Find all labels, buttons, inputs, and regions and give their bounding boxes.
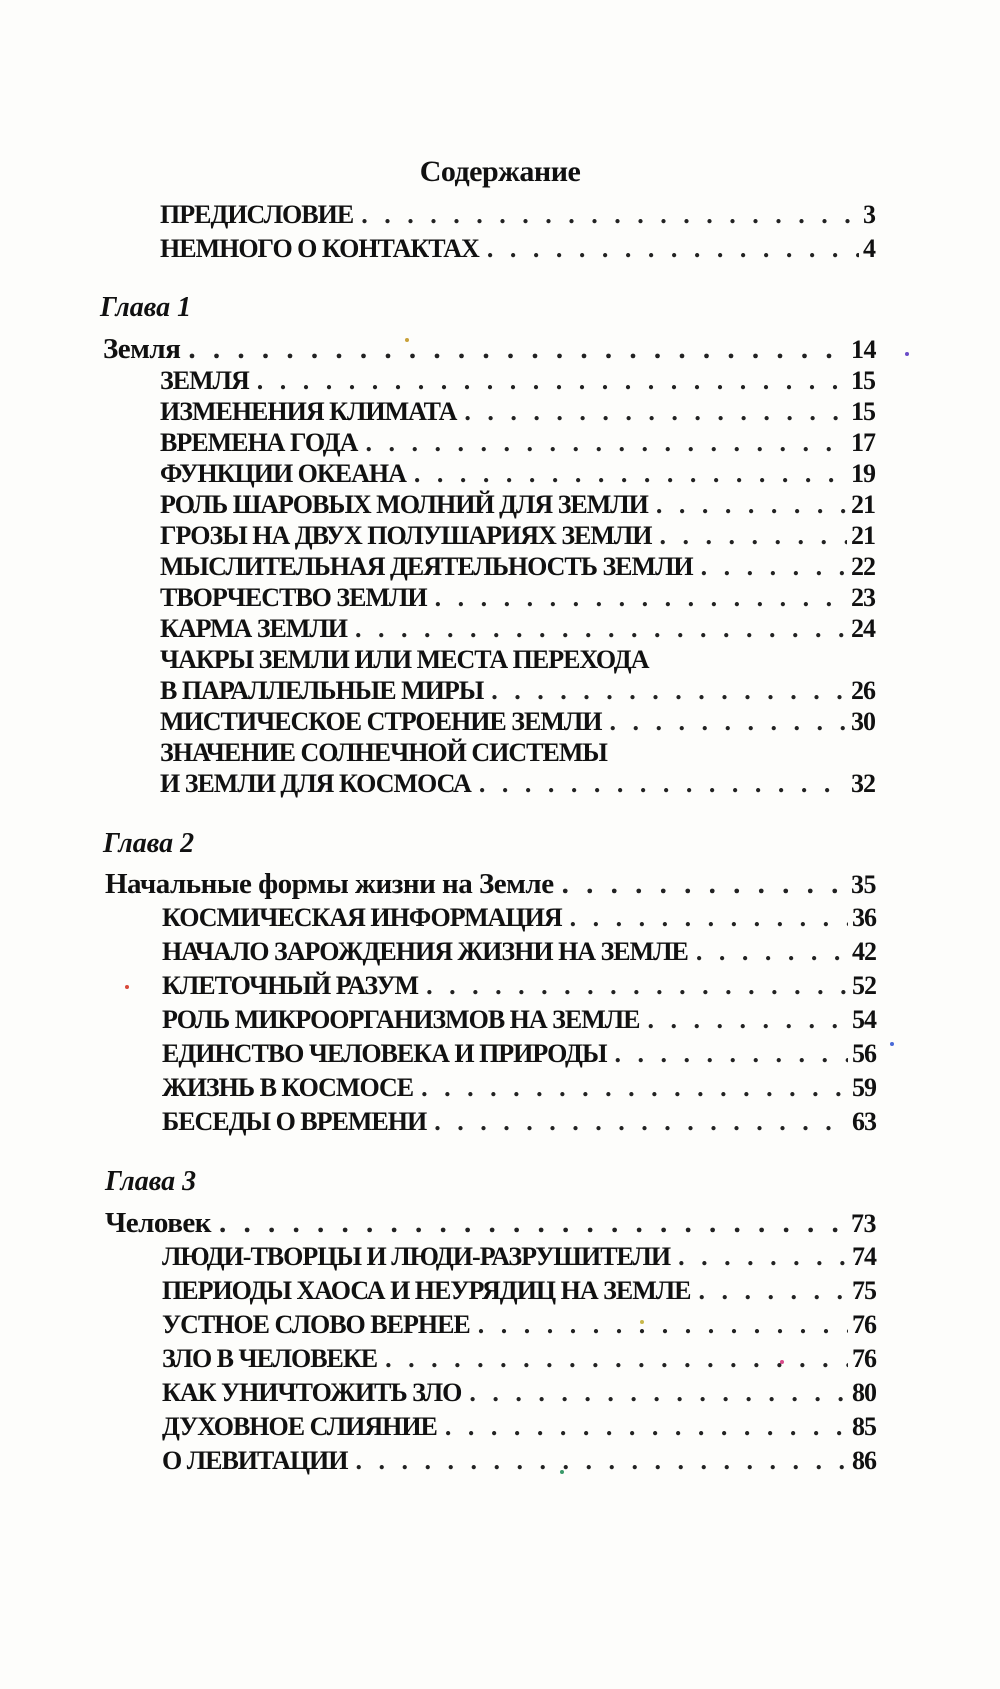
leader-dots	[696, 937, 848, 967]
toc-page-number: 63	[852, 1107, 876, 1136]
toc-entry-label: ТВОРЧЕСТВО ЗЕМЛИ	[160, 583, 427, 612]
toc-entry-label: ВРЕМЕНА ГОДА	[160, 428, 358, 457]
toc-entry	[162, 1378, 876, 1408]
leader-dots	[469, 1378, 848, 1408]
toc-entry	[160, 583, 875, 613]
leader-dots	[219, 1207, 847, 1240]
toc-entry-label: БЕСЕДЫ О ВРЕМЕНИ	[162, 1107, 427, 1136]
toc-entry-label-line1: ЧАКРЫ ЗЕМЛИ ИЛИ МЕСТА ПЕРЕХОДА	[160, 645, 649, 674]
toc-entry-label: И ЗЕМЛИ ДЛЯ КОСМОСА	[160, 769, 471, 798]
toc-page-number: 85	[852, 1412, 876, 1441]
toc-entry	[162, 1039, 876, 1069]
toc-entry	[162, 1310, 876, 1340]
leader-dots	[385, 1344, 848, 1374]
toc-entry-label: КЛЕТОЧНЫЙ РАЗУМ	[162, 971, 419, 1000]
toc-entry-label: ПРЕДИСЛОВИЕ	[160, 200, 354, 229]
toc-page-number: 15	[851, 366, 875, 395]
toc-entry	[160, 366, 875, 396]
toc-entry	[162, 1276, 876, 1306]
toc-entry-label: В ПАРАЛЛЕЛЬНЫЕ МИРЫ	[160, 676, 484, 705]
toc-page-number: 75	[852, 1276, 876, 1305]
scan-speck	[405, 338, 409, 342]
leader-dots	[365, 428, 847, 458]
toc-entry-label: РОЛЬ ШАРОВЫХ МОЛНИЙ ДЛЯ ЗЕМЛИ	[160, 490, 648, 519]
toc-entry-label: О ЛЕВИТАЦИИ	[162, 1446, 348, 1475]
toc-entry-label: ГРОЗЫ НА ДВУХ ПОЛУШАРИЯХ ЗЕМЛИ	[160, 521, 652, 550]
scan-speck	[125, 985, 129, 989]
toc-entry	[162, 1446, 876, 1476]
leader-dots	[570, 903, 848, 933]
toc-entry	[160, 234, 875, 264]
toc-page-number: 21	[851, 490, 875, 519]
leader-dots	[647, 1005, 848, 1035]
leader-dots	[257, 366, 847, 396]
toc-entry-label: ЗЕМЛЯ	[160, 366, 249, 395]
leader-dots	[356, 1446, 849, 1476]
toc-section-label: Начальные формы жизни на Земле	[105, 868, 554, 900]
leader-dots	[701, 552, 847, 582]
toc-entry-label: ИЗМЕНЕНИЯ КЛИМАТА	[160, 397, 457, 426]
toc-page-number: 21	[851, 521, 875, 550]
toc-page-number: 86	[852, 1446, 876, 1475]
leader-dots	[609, 707, 847, 737]
toc-entry	[162, 937, 876, 967]
toc-entry	[160, 769, 875, 799]
toc-entry-label: КАК УНИЧТОЖИТЬ ЗЛО	[162, 1378, 462, 1407]
toc-entry-label: ДУХОВНОЕ СЛИЯНИЕ	[162, 1412, 437, 1441]
chapter-heading: Глава 3	[105, 1166, 197, 1197]
leader-dots	[478, 1310, 848, 1340]
toc-section	[105, 1207, 876, 1240]
toc-entry-label: ЗЛО В ЧЕЛОВЕКЕ	[162, 1344, 378, 1373]
toc-page-number: 32	[851, 769, 875, 798]
toc-entry	[160, 521, 875, 551]
toc-page-number: 23	[851, 583, 875, 612]
toc-section-label: Земля	[103, 333, 181, 365]
toc-entry	[160, 397, 875, 427]
toc-entry-label: ЖИЗНЬ В КОСМОСЕ	[162, 1073, 414, 1102]
scan-speck	[640, 1320, 644, 1324]
leader-dots	[678, 1242, 848, 1272]
toc-page-number: 4	[863, 234, 875, 263]
leader-dots	[435, 583, 847, 613]
leader-dots	[414, 459, 847, 489]
toc-page-number: 22	[851, 552, 875, 581]
toc-page-number: 24	[851, 614, 875, 643]
toc-entry-label: НАЧАЛО ЗАРОЖДЕНИЯ ЖИЗНИ НА ЗЕМЛЕ	[162, 937, 688, 966]
leader-dots	[614, 1039, 848, 1069]
toc-page-number: 35	[851, 870, 876, 899]
toc-entry	[162, 903, 876, 933]
toc-entry	[162, 1005, 876, 1035]
toc-section-label: Человек	[105, 1207, 211, 1239]
toc-page-number: 74	[852, 1242, 876, 1271]
toc-entry-label: МИСТИЧЕСКОЕ СТРОЕНИЕ ЗЕМЛИ	[160, 707, 602, 736]
scan-speck	[890, 1042, 894, 1046]
page-title: Содержание	[419, 155, 581, 188]
leader-dots	[562, 868, 847, 901]
toc-page-number: 17	[851, 428, 875, 457]
toc-entry	[160, 614, 875, 644]
leader-dots	[188, 333, 847, 366]
toc-entry-label-line1: ЗНАЧЕНИЕ СОЛНЕЧНОЙ СИСТЕМЫ	[160, 738, 607, 767]
toc-page-number: 73	[851, 1209, 876, 1238]
toc-entry	[160, 428, 875, 458]
toc-entry	[162, 1242, 876, 1272]
toc-entry-label: КОСМИЧЕСКАЯ ИНФОРМАЦИЯ	[162, 903, 562, 932]
leader-dots	[698, 1276, 848, 1306]
leader-dots	[434, 1107, 848, 1137]
leader-dots	[479, 769, 847, 799]
toc-page-number: 56	[852, 1039, 876, 1068]
toc-entry	[162, 971, 876, 1001]
toc-entry-label: НЕМНОГО О КОНТАКТАХ	[160, 234, 479, 263]
toc-page-number: 15	[851, 397, 875, 426]
toc-page-number: 80	[852, 1378, 876, 1407]
leader-dots	[361, 200, 859, 230]
leader-dots	[656, 490, 847, 520]
toc-entry	[160, 490, 875, 520]
toc-entry	[162, 1073, 876, 1103]
toc-page-number: 14	[851, 335, 876, 364]
toc-entry	[160, 552, 875, 582]
toc-page-number: 3	[863, 200, 875, 229]
toc-entry-label: МЫСЛИТЕЛЬНАЯ ДЕЯТЕЛЬНОСТЬ ЗЕМЛИ	[160, 552, 693, 581]
toc-entry-label: ЛЮДИ-ТВОРЦЫ И ЛЮДИ-РАЗРУШИТЕЛИ	[162, 1242, 671, 1271]
leader-dots	[660, 521, 847, 551]
leader-dots	[445, 1412, 848, 1442]
toc-page-number: 59	[852, 1073, 876, 1102]
toc-page-number: 54	[852, 1005, 876, 1034]
leader-dots	[421, 1073, 848, 1103]
leader-dots	[464, 397, 847, 427]
toc-entry	[160, 459, 875, 489]
toc-page-number: 36	[852, 903, 876, 932]
toc-page-number: 76	[852, 1344, 876, 1373]
chapter-heading: Глава 2	[103, 828, 195, 859]
toc-entry	[160, 707, 875, 737]
toc-page-number: 52	[852, 971, 876, 1000]
toc-page-number: 76	[852, 1310, 876, 1339]
toc-entry-label: КАРМА ЗЕМЛИ	[160, 614, 348, 643]
leader-dots	[355, 614, 847, 644]
toc-page-number: 19	[851, 459, 875, 488]
toc-page-number: 30	[851, 707, 875, 736]
leader-dots	[491, 676, 847, 706]
leader-dots	[426, 971, 848, 1001]
scan-speck	[560, 1470, 564, 1474]
scan-speck	[780, 1360, 784, 1364]
toc-section	[103, 333, 876, 366]
chapter-heading: Глава 1	[100, 292, 192, 323]
toc-entry-label: ЕДИНСТВО ЧЕЛОВЕКА И ПРИРОДЫ	[162, 1039, 607, 1068]
toc-entry	[162, 1107, 876, 1137]
leader-dots	[487, 234, 859, 264]
toc-page-number: 26	[851, 676, 875, 705]
scan-speck	[905, 352, 909, 356]
toc-entry-label: УСТНОЕ СЛОВО ВЕРНЕЕ	[162, 1310, 470, 1339]
toc-page-number: 42	[852, 937, 876, 966]
toc-entry-label: РОЛЬ МИКРООРГАНИЗМОВ НА ЗЕМЛЕ	[162, 1005, 640, 1034]
toc-entry	[162, 1412, 876, 1442]
toc-entry-label: ФУНКЦИИ ОКЕАНА	[160, 459, 406, 488]
toc-section	[105, 868, 876, 901]
toc-entry	[162, 1344, 876, 1374]
toc-entry	[160, 676, 875, 706]
toc-entry-label: ПЕРИОДЫ ХАОСА И НЕУРЯДИЦ НА ЗЕМЛЕ	[162, 1276, 691, 1305]
toc-entry	[160, 200, 875, 230]
